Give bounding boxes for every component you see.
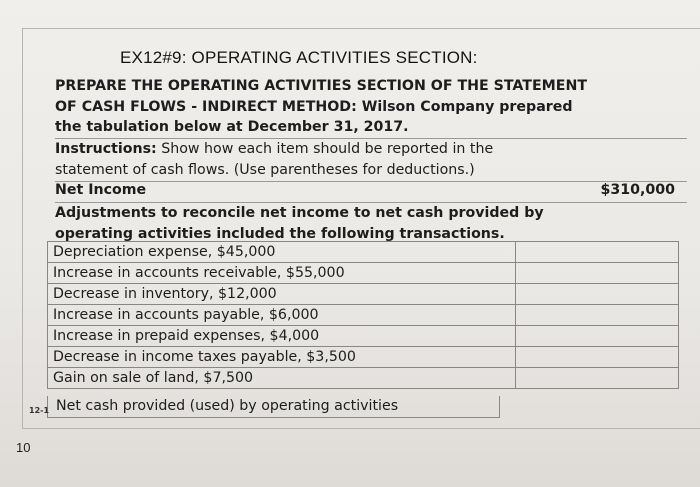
- exercise-title: EX12#9: OPERATING ACTIVITIES SECTION:: [120, 48, 478, 67]
- table-row: [48, 305, 679, 326]
- bottom-rule: [22, 428, 700, 429]
- instructions-label: Instructions:: [55, 141, 157, 157]
- prepare-paragraph: [55, 76, 687, 138]
- item-answer-cell[interactable]: [516, 368, 679, 389]
- instructions-paragraph: [55, 139, 687, 180]
- item-answer-cell[interactable]: [516, 347, 679, 368]
- net-income-row: [55, 182, 687, 202]
- prepare-line: PREPARE THE OPERATING ACTIVITIES SECTION OF THE STATEMENT: [55, 78, 588, 94]
- net-cash-row: Net cash provided (used) by operating activities: [47, 396, 500, 418]
- item-description: Depreciation expense, $45,000: [48, 242, 516, 263]
- net-income-label: Net Income: [55, 182, 147, 198]
- table-row: [48, 326, 679, 347]
- table-row: [48, 284, 679, 305]
- prepare-line: the tabulation below at December 31, 2017.: [55, 119, 409, 135]
- item-description: Increase in accounts receivable, $55,000: [48, 263, 516, 284]
- item-description: Increase in prepaid expenses, $4,000: [48, 326, 516, 347]
- item-answer-cell[interactable]: [516, 305, 679, 326]
- transactions-table: [47, 241, 679, 389]
- net-income-amount: $310,000: [600, 182, 675, 198]
- table-row: [48, 368, 679, 389]
- table-row: [48, 347, 679, 368]
- item-description: Gain on sale of land, $7,500: [48, 368, 516, 389]
- item-description: Decrease in income taxes payable, $3,500: [48, 347, 516, 368]
- item-description: Increase in accounts payable, $6,000: [48, 305, 516, 326]
- page-number: 10: [16, 440, 31, 455]
- adjustments-line: operating activities included the following transactions.: [55, 225, 505, 242]
- table-row: [48, 242, 679, 263]
- reference-label: 12-1: [29, 406, 50, 415]
- item-answer-cell[interactable]: [516, 263, 679, 284]
- table-row: [48, 263, 679, 284]
- prepare-line: OF CASH FLOWS - INDIRECT METHOD: Wilson Company prepared: [55, 98, 573, 115]
- item-answer-cell[interactable]: [516, 284, 679, 305]
- adjustments-line: Adjustments to reconcile net income to net cash provided by: [55, 205, 544, 221]
- item-answer-cell[interactable]: [516, 326, 679, 347]
- instructions-text: Show how each item should be reported in the: [156, 141, 494, 157]
- left-rule: [22, 28, 23, 428]
- adjustments-paragraph: [55, 203, 687, 244]
- top-rule: [22, 28, 700, 29]
- instructions-line-2: statement of cash flows. (Use parentheses for deductions.): [55, 161, 475, 178]
- item-answer-cell[interactable]: [516, 242, 679, 263]
- item-description: Decrease in inventory, $12,000: [48, 284, 516, 305]
- instructions-line: [55, 139, 687, 160]
